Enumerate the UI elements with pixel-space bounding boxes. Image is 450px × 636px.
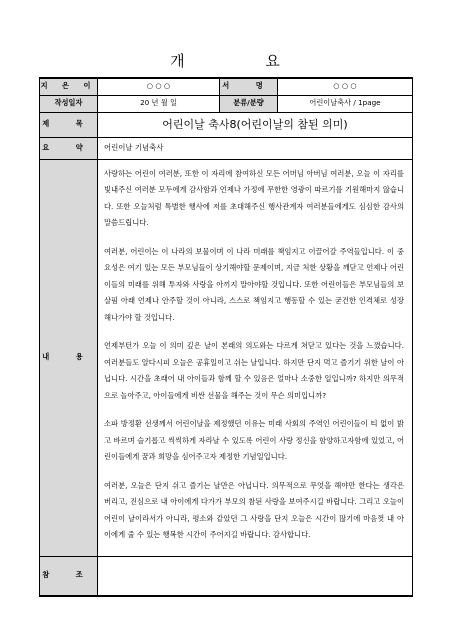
content-paragraph: 소파 방정환 선생께서 어린이날을 제정했던 이유는 미래 사회의 주역인 어린이들이 티 없이 밝고 바르며 슬기롭고 씩씩하게 자라날 수 있도록 어린이 사랑 정신을 함양하고자함에 있었고, 어린이들에게 꿈과 희망을 심어주고자 제정한 기념일입니다. <box>104 419 404 461</box>
reference-label: 참 조 <box>40 556 98 596</box>
date-value: 20 년 월 일 <box>98 95 220 112</box>
content-paragraph: 사랑하는 어린이 여러분, 또한 이 자리에 참여하신 모든 어머님 아버님 여러분, 오늘 이 자리를 빛내주신 여러분 모두에게 감사함과 언제나 가정에 무한한 영광이 따르기를 기원해마지 않습니다. 또한 오늘처럼 특별한 행사에 저를 초대해주신 행사관계자 여러분들에게도 심심한 감사의 말씀드립니다. <box>104 168 404 227</box>
date-label: 작성일자 <box>40 95 98 112</box>
content-paragraph: 언제부턴가 오늘 이 의미 깊은 날이 본래의 의도와는 다르게 쳐닫고 있다는 것을 느꼈습니다. 여러분들도 알다시피 오늘은 공휴일이고 쉬는 날입니다. 하지만 단지 먹고 즐기기 위한 날이 아닙니다. 시간을 초래어 내 아이들과 함께 할 수 있음은 얼마나 소중한 일입니까? 하지만 의무적으로 놀아주고, 아이들에게 비싼 선물을 해주는 것이 무슨 의미입니까? <box>104 341 404 400</box>
content-label: 내 용 <box>40 159 98 556</box>
date-row <box>40 95 413 112</box>
page-title: 개 요 <box>170 52 318 70</box>
category-label: 분류/분량 <box>220 95 278 112</box>
reference-value <box>98 556 413 596</box>
summary-value: 어린이날 기념축사 <box>98 137 413 159</box>
author-label: 지 은 이 <box>40 78 98 95</box>
subject-row <box>40 112 413 137</box>
author-row <box>40 78 413 95</box>
publisher-value: ○ ○ ○ <box>278 78 413 95</box>
publisher-label: 서 명 <box>220 78 278 95</box>
content-row <box>40 159 413 556</box>
author-value: ○ ○ ○ <box>98 78 220 95</box>
content-body <box>98 159 413 556</box>
overview-form <box>39 77 413 597</box>
summary-row <box>40 137 413 159</box>
subject-label: 제 목 <box>40 112 98 137</box>
subject-value: 어린이날 축사8(어린이날의 참된 의미) <box>98 112 413 137</box>
summary-label: 요 약 <box>40 137 98 159</box>
content-paragraph: 여러분, 오늘은 단지 쉬고 즐기는 날만은 아닙니다. 의무적으로 무엇을 해야만 한다는 생각은 버리고, 진심으로 내 아이에게 다가가 부모의 참된 사랑을 보여주시길 바랍니다. 그리고 오늘이 어린이 날이라서가 아니라, 평소와 같았던 그 사랑을 단지 오늘은 시간이 많기에 마음껏 내 아이에게 줄 수 있는 행복한 시간이 주어지길 바랍니다. 감사합니다. <box>104 480 404 539</box>
reference-row <box>40 556 413 596</box>
content-paragraph: 여러분, 어린이는 이 나라의 보물이며 이 나라 미래를 책임지고 이끌어갈 주역들입니다. 이 중요성은 여기 있는 모든 부모님들이 상기해야할 문제이며, 지금 처한 상황을 깨닫고 언제나 어린이들의 미래를 위해 투자와 사랑을 아끼지 말아야할 것입니다. 또한 어린이들은 부모님들의 보살핌 아래 언제나 안주할 것이 아니라, 스스로 책임지고 행동할 수 있는 굳건한 인격체로 성장해나가야 할 것입니다. <box>104 246 404 322</box>
category-value: 어린이날축사 / 1page <box>278 95 413 112</box>
